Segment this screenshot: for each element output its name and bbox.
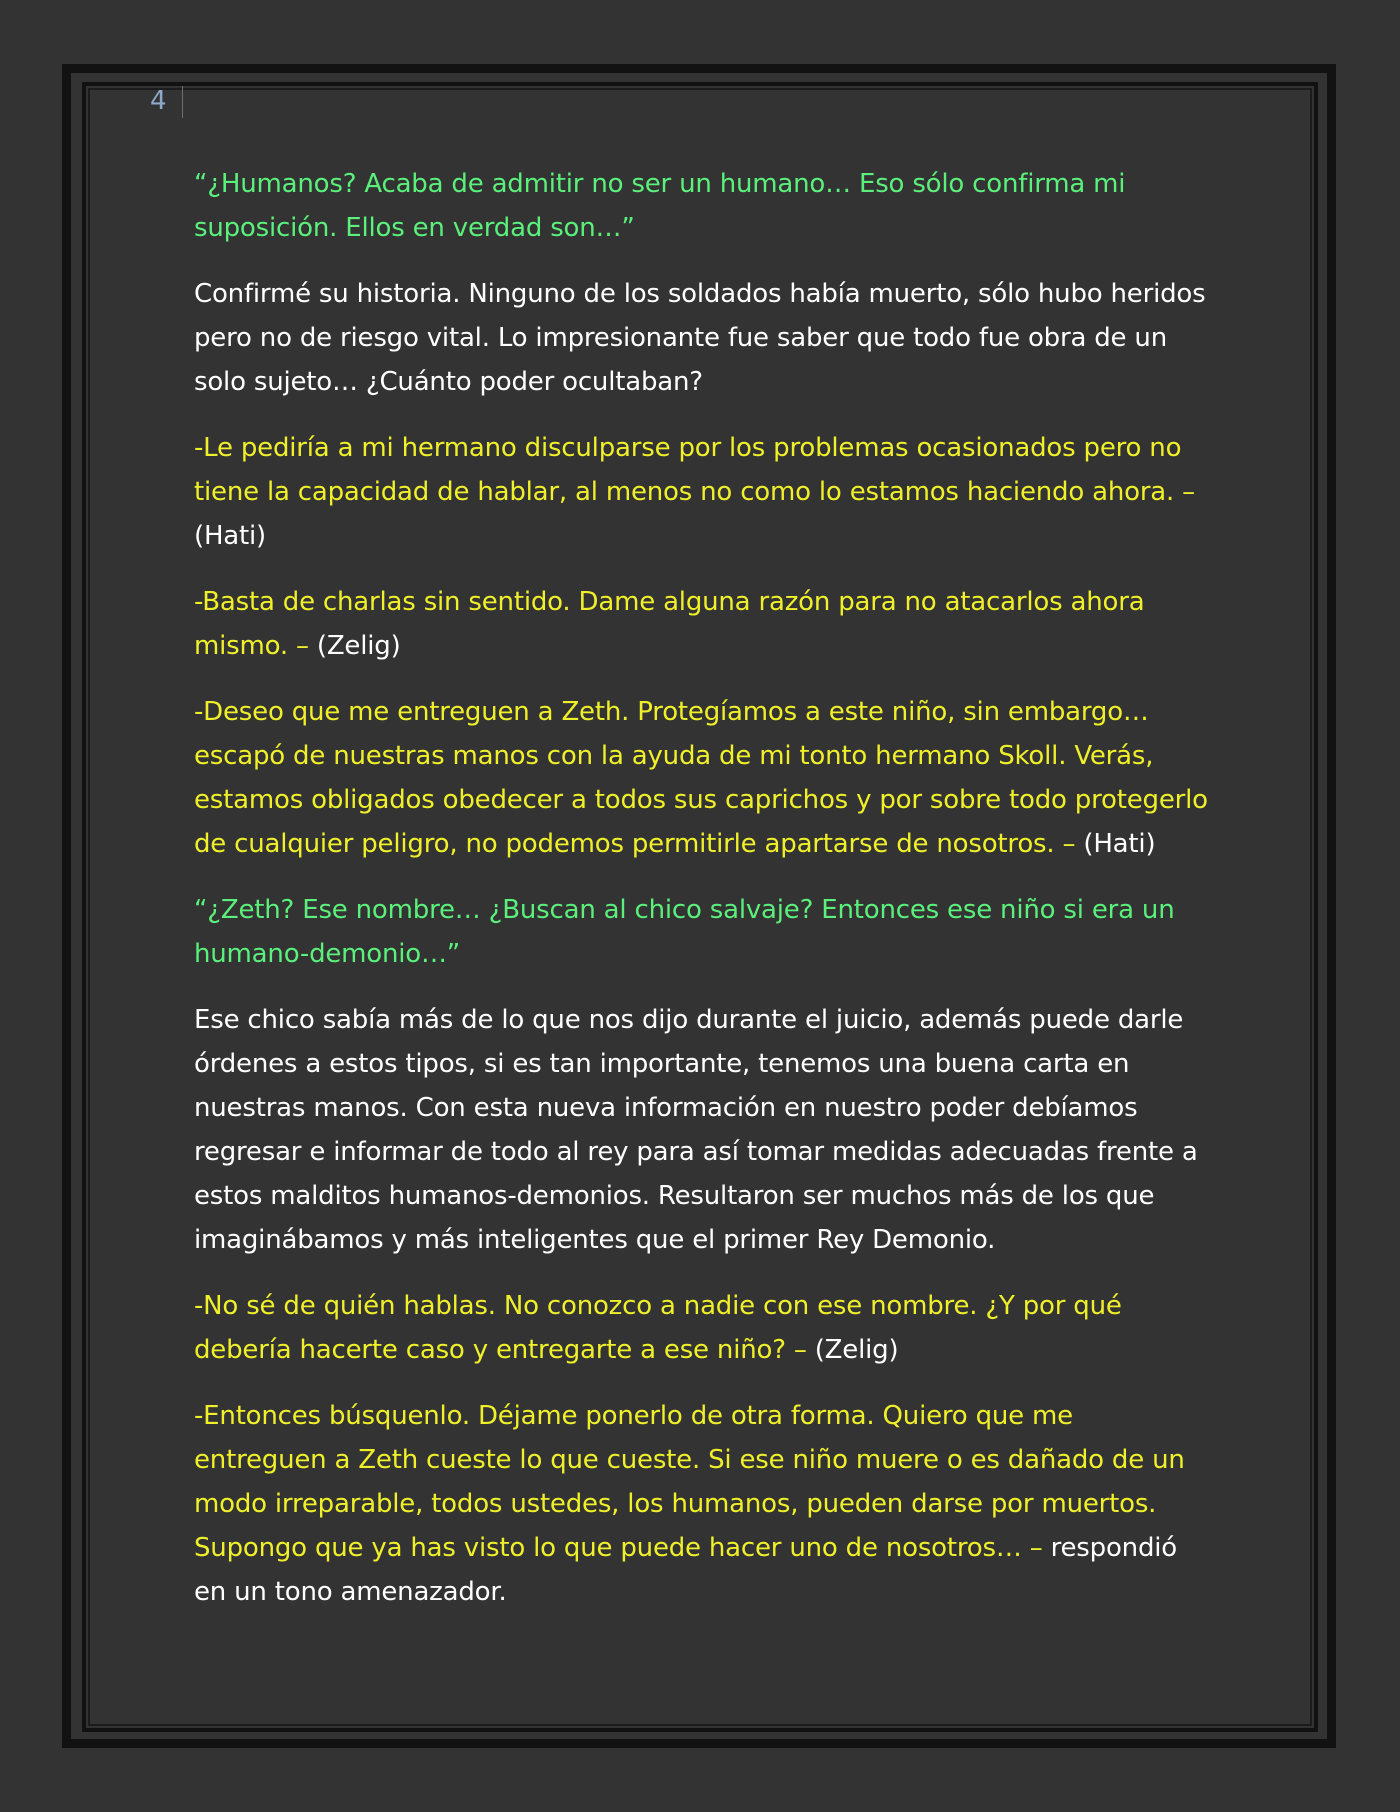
narration-text: Ese chico sabía más de lo que nos dijo durante el juicio, además puede darle órdenes a estos tipos, si es tan importante, tenemos una buena carta en nuestras manos. Con esta nueva información en nuestro poder debíamos regresar e informar de todo al rey para así tomar medidas adecuadas frente a estos malditos humanos-demonios. Resultaron ser muchos más de los que imaginábamos y más inteligentes que el primer Rey Demonio. (194, 1005, 1198, 1255)
thought-text: “¿Humanos? Acaba de admitir no ser un humano… Eso sólo confirma mi suposición. Ellos en verdad son…” (194, 169, 1126, 243)
dialogue-paragraph (194, 580, 1210, 668)
narration-paragraph (194, 272, 1210, 404)
speaker-tag: (Hati) (194, 521, 266, 551)
thought-paragraph (194, 888, 1210, 976)
dialogue-paragraph (194, 426, 1210, 558)
narration-paragraph (194, 998, 1210, 1262)
dialogue-speech: -Basta de charlas sin sentido. Dame alguna razón para no atacarlos ahora mismo. – (194, 587, 1145, 661)
thought-text: “¿Zeth? Ese nombre… ¿Buscan al chico salvaje? Entonces ese niño si era un humano-demonio…” (194, 895, 1175, 969)
speaker-tag: respondió en un tono amenazador. (194, 1533, 1177, 1607)
narration-text: Confirmé su historia. Ninguno de los soldados había muerto, sólo hubo heridos pero no de riesgo vital. Lo impresionante fue saber que todo fue obra de un solo sujeto… ¿Cuánto poder ocultaban? (194, 279, 1206, 397)
page-content (194, 162, 1210, 1636)
speaker-tag: (Zelig) (308, 631, 401, 661)
dialogue-speech: -Deseo que me entreguen a Zeth. Protegíamos a este niño, sin embargo… escapó de nuestras manos con la ayuda de mi tonto hermano Skoll. Verás, estamos obligados obedecer a todos sus caprichos y por sobre todo protegerlo de cualquier peligro, no podemos permitirle apartarse de nosotros. – (194, 697, 1208, 859)
text-cursor (182, 86, 183, 118)
thought-paragraph (194, 162, 1210, 250)
dialogue-paragraph (194, 690, 1210, 866)
speaker-tag: (Hati) (1075, 829, 1156, 859)
dialogue-paragraph (194, 1284, 1210, 1372)
dialogue-paragraph (194, 1394, 1210, 1614)
page-number: 4 (150, 86, 167, 116)
speaker-tag: (Zelig) (806, 1335, 899, 1365)
dialogue-speech: -No sé de quién hablas. No conozco a nadie con ese nombre. ¿Y por qué debería hacerte caso y entregarte a ese niño? – (194, 1291, 1122, 1365)
dialogue-speech: -Entonces búsquenlo. Déjame ponerlo de otra forma. Quiero que me entreguen a Zeth cueste lo que cueste. Si ese niño muere o es dañado de un modo irreparable, todos ustedes, los humanos, pueden darse por muertos. Supongo que ya has visto lo que puede hacer uno de nosotros… – (194, 1401, 1185, 1563)
dialogue-speech: -Le pediría a mi hermano disculparse por los problemas ocasionados pero no tiene la capacidad de hablar, al menos no como lo estamos haciendo ahora. – (194, 433, 1195, 507)
